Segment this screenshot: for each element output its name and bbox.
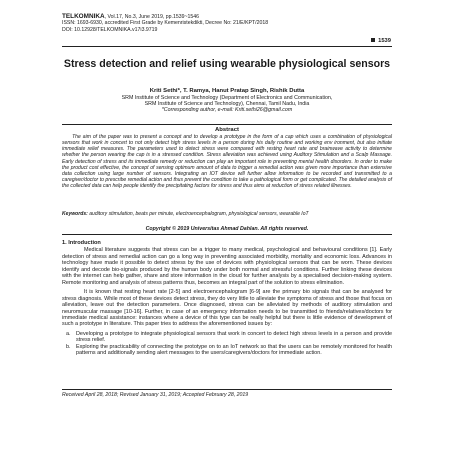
abstract-heading: Abstract xyxy=(215,127,239,133)
paragraph: It is known that resting heart rate [2-5] and electroencephalogram [6-9] are the primary bio signals that can be analysed for stress diagnosis. While most of these devices detect stress, they do very little to alleviate the symptoms of stress and those that focus on alleviation, leave out the detection parameters. Once diagnosed, stress can be alleviated by methods of auditory stimulation and neuromuscular massage [10-16]. Further, in case of an emergency information needs to be transmitted to friends/relatives/doctors for immediate medical assistance: instances where a device of this type can be really helpful but there is little evidence of development of such a prototype in literature. This paper tries to address the aforementioned issues by: xyxy=(62,289,392,328)
page-number-label: 1539 xyxy=(378,38,391,44)
abstract-bottom-rule xyxy=(62,234,392,235)
list-item: a. Developing a prototype to integrate physiological sensors that work in concert to detect high stress levels in a person and provide stress relief. xyxy=(72,331,392,344)
copyright: Copyright © 2019 Universitas Ahmad Dahlan. All rights reserved. xyxy=(145,226,309,232)
header-rule xyxy=(62,46,392,47)
journal-issue: , Vol.17, No.3, June 2019, pp.1539~1546 xyxy=(104,14,200,20)
keywords-text: auditory stimulation, beats per minute, electroencephalogram, physiological sensors, wearable IoT xyxy=(89,211,309,217)
author-list: Kriti Sethi*, T. Ramya, Hanut Pratap Singh, Rishik Dutta xyxy=(149,88,305,94)
affiliations xyxy=(62,95,392,114)
list-item: b. Exploring the practicability of connecting the prototype on to an IoT network so that the users can be remotely monitored for health patterns and additionally sending alert messages to the users/caregivers/doctors for immediate action. xyxy=(72,344,392,357)
footer-rule xyxy=(62,389,392,390)
journal-doi: DOI: 10.12928/TELKOMNIKA.v17i3.9719 xyxy=(62,26,158,33)
page-number xyxy=(371,38,391,44)
affiliation-line: SRM Institute of Science and Technology), Chennai, Tamil Nadu, India xyxy=(144,101,310,108)
corresponding-author: *Corresponding author, e-mail: Kriti.sethi26@gmail.com xyxy=(161,107,293,114)
main-body xyxy=(62,236,392,357)
issue-list xyxy=(62,331,392,357)
abstract-top-rule xyxy=(62,124,392,125)
journal-issn: ISSN: 1693-6930, accredited First Grade by Kemenristekdikti, Decree No: 21/E/KPT/2018 xyxy=(62,20,269,27)
section-heading: 1. Introduction xyxy=(62,240,101,246)
abstract-body: The aim of the paper was to present a concept and to develop a prototype in the form of a cap which uses a combination of physiological sensors that work in concert to not only detect high stress levels in a person during his daily routine and working env ironment, but also initiate immediate relief measures. The parameters used to detect stress were compared with resting heart rate and brainwave activity to determine whether the person wearing the cap is in a stressed condition. Stress alleviation was achieved using Auditory Stimulation and a Scalp Massage. Early detection of stress and its immediate remedy or reduction can play an important role in preventing mental health disorders. In order to make the product cost effective, the concept of sensing optimum amount of data to trigger a remedial action was given more importance than extensive data collection using large number of sensors. Integrating an IOT device will further allow information to be recorded and transmitted to a caregiver/doctor to prescribe remedial action and thus prevent the condition to take a pathological form or get complicated. The detailed analysis of the collected data can help people identify the precipitating factors for stress and thus aims at reduction of stress related illnesses. xyxy=(62,134,392,189)
keywords-label: Keywords: xyxy=(62,211,88,217)
journal-name: TELKOMNIKA xyxy=(62,13,105,20)
received-dates: Received April 28, 2018; Revised January 31, 2019; Accepted February 28, 2019 xyxy=(62,392,249,398)
paragraph: Medical literature suggests that stress can be a trigger to many medical, psychological and behavioural conditions [1]. Early detection of stress and remedial action can go a long way in preventing associated morbidity, mortality and economic loss. Advances in technology have made it possible to detect stress by the use of devices with physiological sensors that can be worn. These devices identify and decode bio-signals produced by the human body under both normal and stressful conditions. Further linking these devices with the internet can help gather, share and store information in the cloud for further analysis by a specialised decision-making system. Remote monitoring and analysis of stress patterns thus, becomes an integral part of the solution to stress elimination. xyxy=(62,247,392,286)
paper-title: Stress detection and relief using wearable physiological sensors xyxy=(63,58,391,70)
journal-header xyxy=(62,13,392,33)
abstract-text xyxy=(62,134,392,189)
keywords xyxy=(62,211,392,217)
square-icon xyxy=(371,38,375,42)
affiliation-line: SRM Institute of Science and Technology (Department of Electronics and Communication, xyxy=(121,95,333,101)
